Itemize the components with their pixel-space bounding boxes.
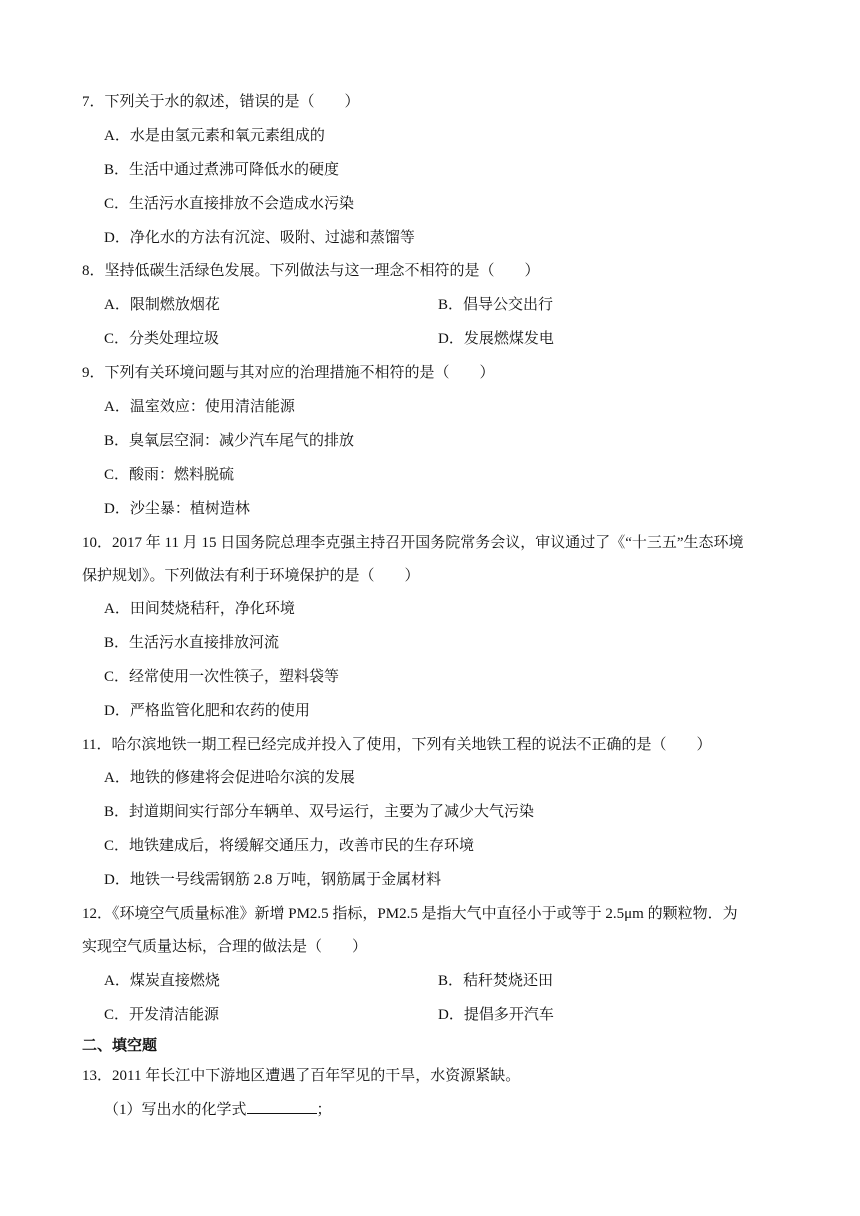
question-12-stem-line-1: 12．《环境空气质量标准》新增 PM2.5 指标，PM2.5 是指大气中直径小于或等于 2.5μm 的颗粒物．为 <box>82 906 738 922</box>
question-8-option-b: B．倡导公交出行 <box>438 297 554 313</box>
question-7-option-b: B．生活中通过煮沸可降低水的硬度 <box>104 162 340 178</box>
question-12-option-a: A．煤炭直接燃烧 <box>104 973 220 989</box>
question-8-option-a: A．限制燃放烟花 <box>104 297 220 313</box>
question-9-option-b: B．臭氧层空洞：减少汽车尾气的排放 <box>104 433 355 449</box>
question-12-option-d: D．提倡多开汽车 <box>438 1007 554 1023</box>
question-10-option-b: B．生活污水直接排放河流 <box>104 635 280 651</box>
question-11-option-c: C．地铁建成后，将缓解交通压力，改善市民的生存环境 <box>104 838 475 854</box>
question-7-stem: 7．下列关于水的叙述，错误的是（ ） <box>82 94 360 110</box>
question-13-sub-1-prefix: （1）写出水的化学式 <box>104 1102 247 1118</box>
question-8-stem: 8．坚持低碳生活绿色发展。下列做法与这一理念不相符的是（ ） <box>82 263 540 279</box>
question-9-option-d: D．沙尘暴：植树造林 <box>104 501 250 517</box>
question-10-option-c: C．经常使用一次性筷子，塑料袋等 <box>104 669 340 685</box>
question-9-option-c: C．酸雨：燃料脱硫 <box>104 467 235 483</box>
question-11-stem: 11．哈尔滨地铁一期工程已经完成并投入了使用，下列有关地铁工程的说法不正确的是（ ） <box>82 737 712 753</box>
question-7-option-a: A．水是由氢元素和氧元素组成的 <box>104 128 325 144</box>
question-11-option-a: A．地铁的修建将会促进哈尔滨的发展 <box>104 770 355 786</box>
question-10-stem-line-2: 保护规划》。下列做法有利于环境保护的是（ ） <box>82 568 420 584</box>
answer-blank[interactable] <box>247 1099 317 1114</box>
question-7-option-c: C．生活污水直接排放不会造成水污染 <box>104 196 355 212</box>
question-7-option-d: D．净化水的方法有沉淀、吸附、过滤和蒸馏等 <box>104 230 415 246</box>
question-12-option-c: C．开发清洁能源 <box>104 1007 220 1023</box>
question-8-option-c: C．分类处理垃圾 <box>104 331 220 347</box>
question-9-option-a: A．温室效应：使用清洁能源 <box>104 399 295 415</box>
question-10-stem-line-1: 10．2017 年 11 月 15 日国务院总理李克强主持召开国务院常务会议，审议通过了《“十三五”生态环境 <box>82 535 744 551</box>
question-10-option-a: A．田间焚烧秸秆，净化环境 <box>104 601 295 617</box>
question-13-stem: 13．2011 年长江中下游地区遭遇了百年罕见的干旱，水资源紧缺。 <box>82 1068 521 1084</box>
question-9-stem: 9．下列有关环境问题与其对应的治理措施不相符的是（ ） <box>82 365 495 381</box>
question-12-option-b: B．秸秆焚烧还田 <box>438 973 554 989</box>
question-12-stem-line-2: 实现空气质量达标，合理的做法是（ ） <box>82 939 368 955</box>
question-13-sub-1 <box>104 1099 332 1120</box>
question-11-option-d: D．地铁一号线需钢筋 2.8 万吨，钢筋属于金属材料 <box>104 872 442 888</box>
question-10-option-d: D．严格监管化肥和农药的使用 <box>104 703 310 719</box>
question-13-sub-1-suffix: ； <box>316 1102 332 1118</box>
question-8-option-d: D．发展燃煤发电 <box>438 331 554 347</box>
section-heading-fill-in: 二、填空题 <box>82 1036 158 1054</box>
question-11-option-b: B．封道期间实行部分车辆单、双号运行，主要为了减少大气污染 <box>104 804 535 820</box>
